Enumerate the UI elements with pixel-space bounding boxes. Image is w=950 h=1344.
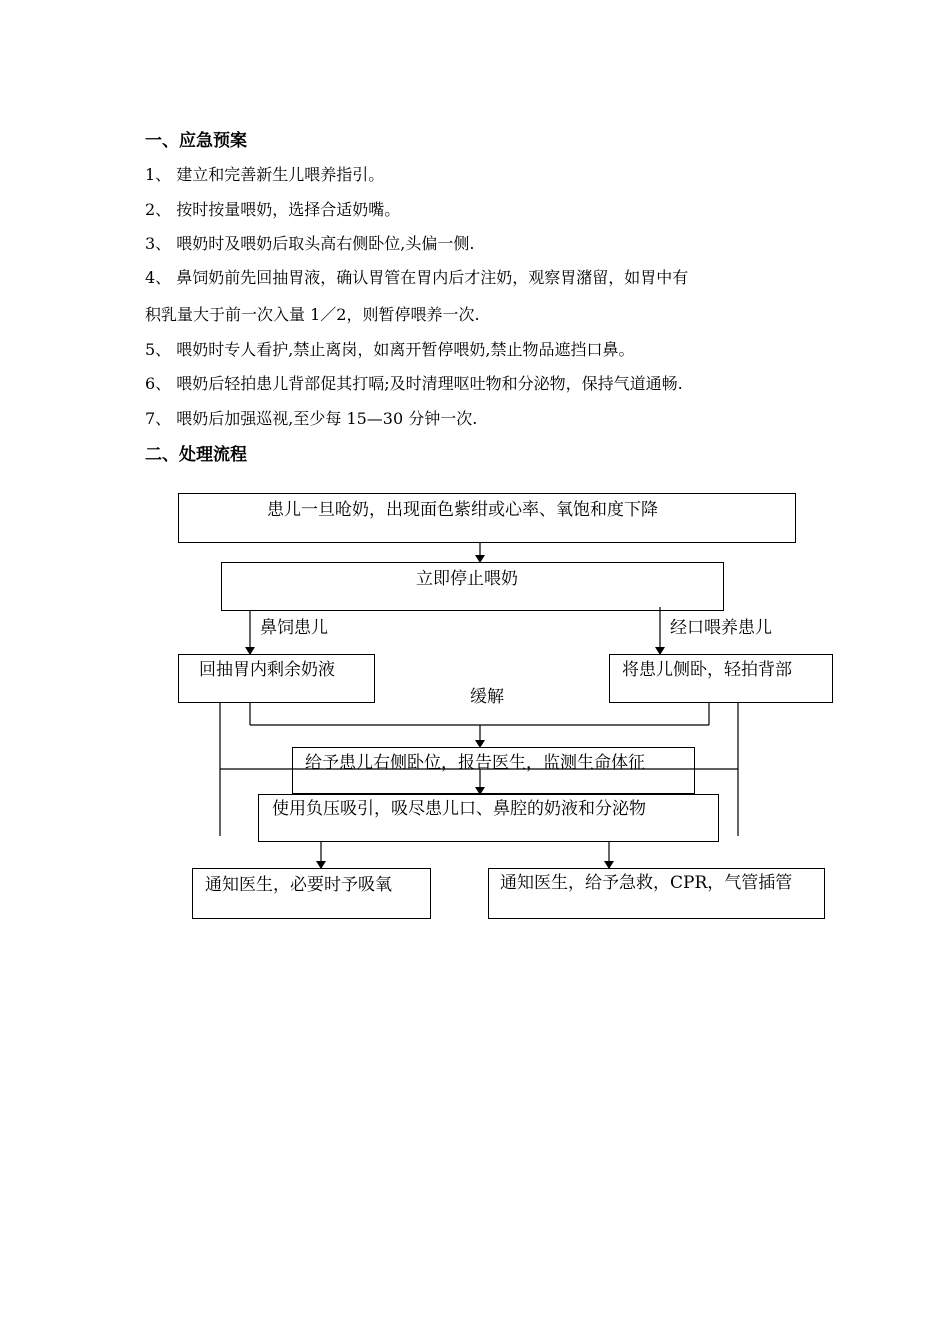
section-heading-process: 二、处理流程 — [145, 445, 247, 465]
plan-item: 5、 喂奶时专人看护,禁止离岗，如离开暂停喂奶,禁止物品遮挡口鼻。 — [145, 340, 635, 359]
flow-text-suction: 使用负压吸引，吸尽患儿口、鼻腔的奶液和分泌物 — [272, 799, 646, 819]
plan-item: 4、 鼻饲奶前先回抽胃液，确认胃管在胃内后才注奶，观察胃潴留，如胃中有 — [145, 268, 689, 287]
plan-item: 7、 喂奶后加强巡视,至少每 15—30 分钟一次. — [145, 409, 478, 428]
flow-text-report-doctor: 给予患儿右侧卧位，报告医生，监测生命体征 — [305, 753, 645, 773]
flow-text-start: 患儿一旦呛奶，出现面色紫绀或心率、氧饱和度下降 — [267, 500, 658, 520]
flow-text-oxygen: 通知医生，必要时予吸氧 — [205, 875, 392, 895]
flow-text-side-position: 将患儿侧卧，轻拍背部 — [622, 660, 792, 680]
branch-label-oral: 经口喂养患儿 — [670, 618, 772, 638]
section-heading-plan: 一、应急预案 — [145, 131, 247, 151]
plan-item: 1、 建立和完善新生儿喂养指引。 — [145, 165, 385, 184]
relief-label: 缓解 — [470, 687, 504, 707]
plan-item-continuation: 积乳量大于前一次入量 1／2，则暂停喂养一次. — [145, 305, 480, 324]
branch-label-nasogastric: 鼻饲患儿 — [260, 618, 328, 638]
plan-item: 6、 喂奶后轻拍患儿背部促其打嗝;及时清理呕吐物和分泌物，保持气道通畅. — [145, 374, 683, 393]
flow-text-rescue: 通知医生，给予急救，CPR，气管插管 — [500, 873, 793, 893]
plan-item: 3、 喂奶时及喂奶后取头高右侧卧位,头偏一侧. — [145, 234, 475, 253]
plan-item: 2、 按时按量喂奶，选择合适奶嘴。 — [145, 200, 401, 219]
flow-text-aspirate: 回抽胃内剩余奶液 — [199, 660, 335, 680]
flow-text-stop-feeding: 立即停止喂奶 — [416, 569, 518, 589]
